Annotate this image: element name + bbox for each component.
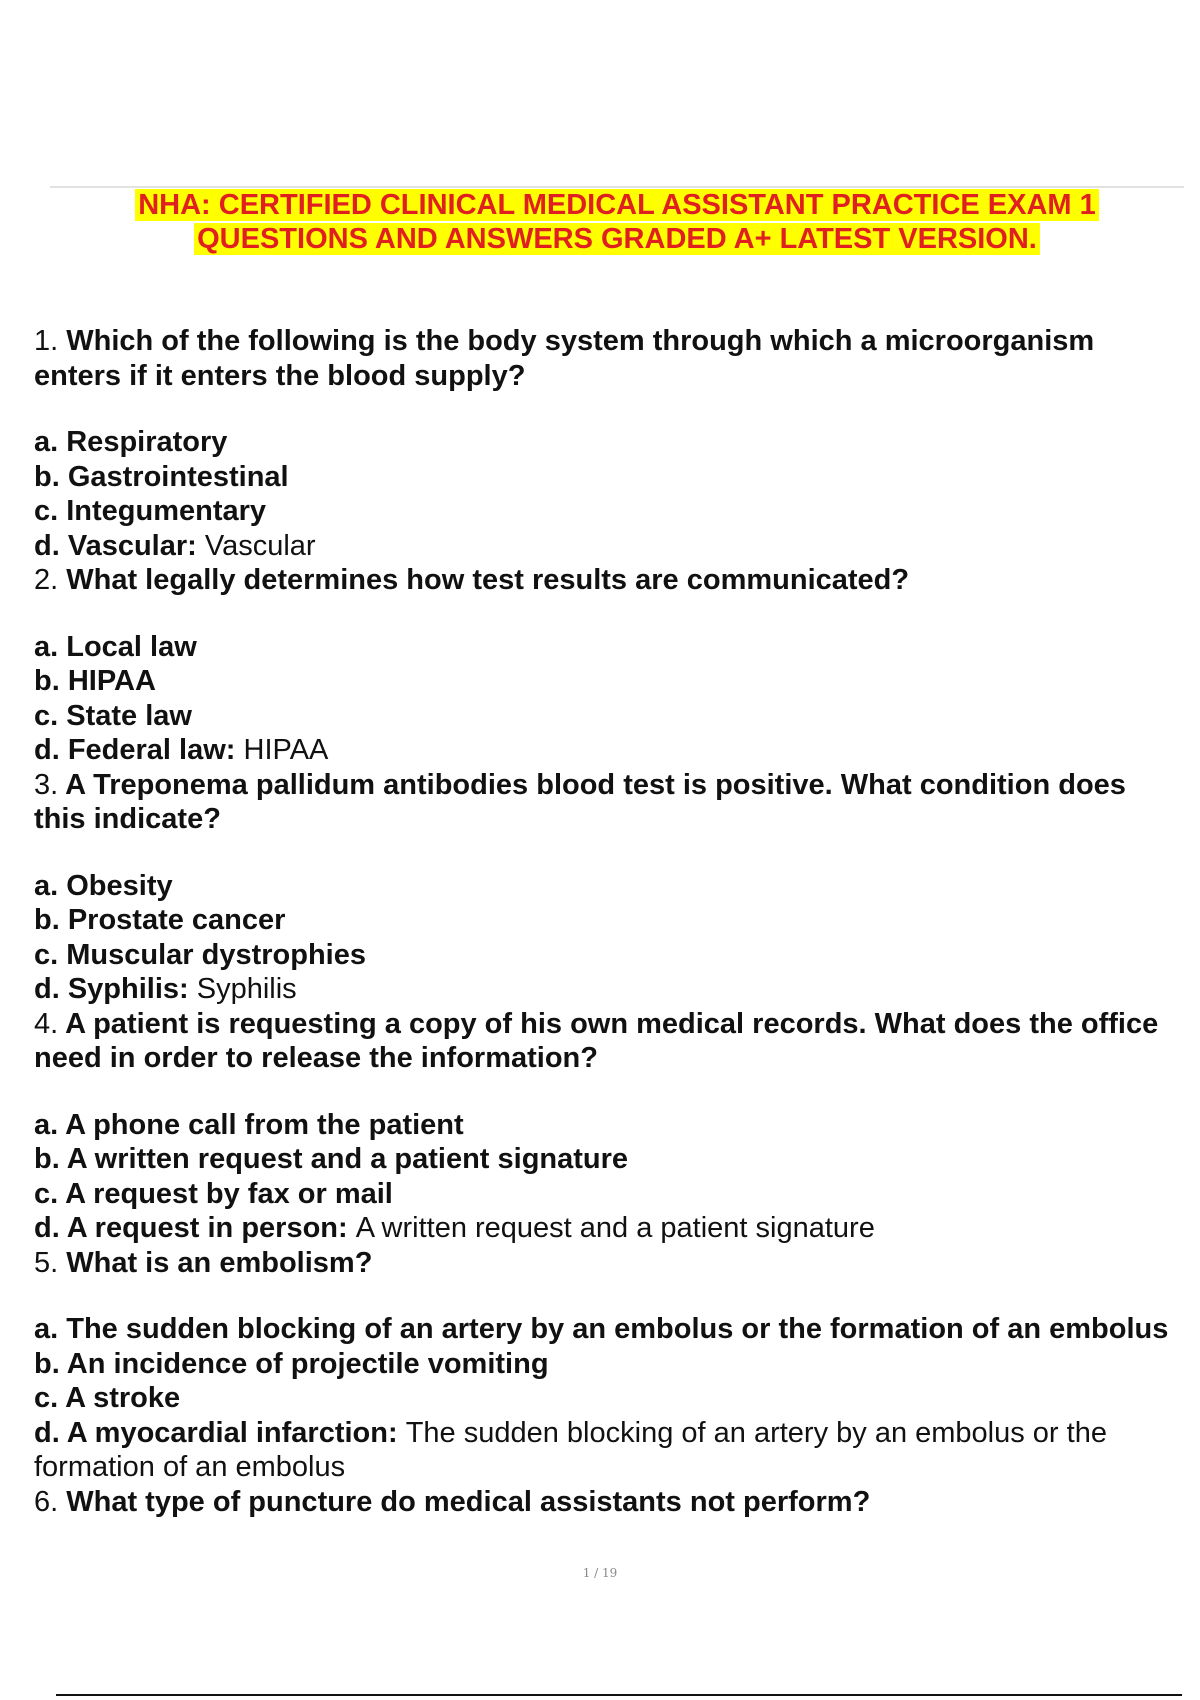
- option-a: a. The sudden blocking of an artery by an embolus or the formation of an embolus: [34, 1313, 1169, 1345]
- option-b: b. A written request and a patient signature: [34, 1143, 629, 1175]
- title-line-2: QUESTIONS AND ANSWERS GRADED A+ LATEST VERSION.: [194, 223, 1040, 255]
- option-d: [34, 972, 1174, 1007]
- question-text: A patient is requesting a copy of his own medical records. What does the office need in order to release the information?: [34, 1007, 1159, 1074]
- option-a: a. A phone call from the patient: [34, 1108, 464, 1141]
- question-block-3: [34, 768, 1174, 1007]
- bottom-divider: [56, 1694, 1182, 1696]
- option-d: [34, 733, 1174, 768]
- question-block-1: [34, 324, 1174, 563]
- option-c: c. Muscular dystrophies: [34, 938, 366, 971]
- option-d: [34, 1211, 1174, 1246]
- option-a: a. Respiratory: [34, 426, 228, 458]
- answer-text: Syphilis: [196, 973, 297, 1005]
- document-title: [50, 188, 1184, 256]
- question-number: 2.: [34, 564, 59, 596]
- option-d-label: d. Vascular:: [34, 529, 197, 562]
- option-b: b. Gastrointestinal: [34, 460, 289, 493]
- question-text: What is an embolism?: [66, 1246, 373, 1279]
- answer-text: HIPAA: [243, 734, 329, 766]
- option-d-label: d. Federal law:: [34, 734, 236, 766]
- question-number: 1.: [34, 325, 59, 357]
- question-text: Which of the following is the body system through which a microorganism enters if it enters the blood supply?: [34, 325, 1095, 392]
- option-d: [34, 529, 1174, 564]
- question-number: 3.: [34, 768, 59, 801]
- question-block-4: [34, 1007, 1174, 1246]
- question-5: [34, 1246, 1174, 1281]
- page-number: 1 / 19: [582, 1566, 618, 1580]
- option-d-label: d. Syphilis:: [34, 973, 189, 1005]
- option-c: c. Integumentary: [34, 495, 267, 527]
- question-1: [34, 324, 1174, 393]
- option-c: c. State law: [34, 699, 192, 732]
- option-b: b. HIPAA: [34, 665, 156, 697]
- question-text: What type of puncture do medical assistants not perform?: [66, 1485, 871, 1518]
- question-list: [34, 324, 1174, 1519]
- answer-text: Vascular: [204, 529, 316, 562]
- option-a: a. Obesity: [34, 869, 173, 902]
- question-6: [34, 1485, 1174, 1520]
- question-block-6: [34, 1485, 1174, 1520]
- option-d-label: d. A myocardial infarction:: [34, 1416, 398, 1449]
- title-line-1: NHA: CERTIFIED CLINICAL MEDICAL ASSISTANT PRACTICE EXAM 1: [135, 189, 1099, 221]
- option-b: b. Prostate cancer: [34, 904, 286, 936]
- question-3: [34, 768, 1174, 837]
- question-text: A Treponema pallidum antibodies blood test is positive. What condition does this indicate?: [34, 768, 1126, 835]
- question-number: 4.: [34, 1007, 59, 1040]
- answer-text: The sudden blocking of an artery by an embolus or the formation of an embolus: [34, 1416, 1107, 1483]
- option-d-label: d. A request in person:: [34, 1212, 348, 1244]
- question-block-2: [34, 563, 1174, 768]
- option-c: c. A request by fax or mail: [34, 1177, 393, 1210]
- option-c: c. A stroke: [34, 1382, 181, 1414]
- question-2: [34, 563, 1174, 598]
- question-4: [34, 1007, 1174, 1076]
- answer-text: A written request and a patient signature: [355, 1212, 875, 1244]
- question-text: What legally determines how test results are communicated?: [66, 564, 910, 596]
- question-number: 5.: [34, 1246, 59, 1279]
- question-number: 6.: [34, 1485, 59, 1518]
- option-d: [34, 1416, 1174, 1485]
- question-block-5: [34, 1246, 1174, 1485]
- option-b: b. An incidence of projectile vomiting: [34, 1347, 549, 1380]
- option-a: a. Local law: [34, 630, 197, 663]
